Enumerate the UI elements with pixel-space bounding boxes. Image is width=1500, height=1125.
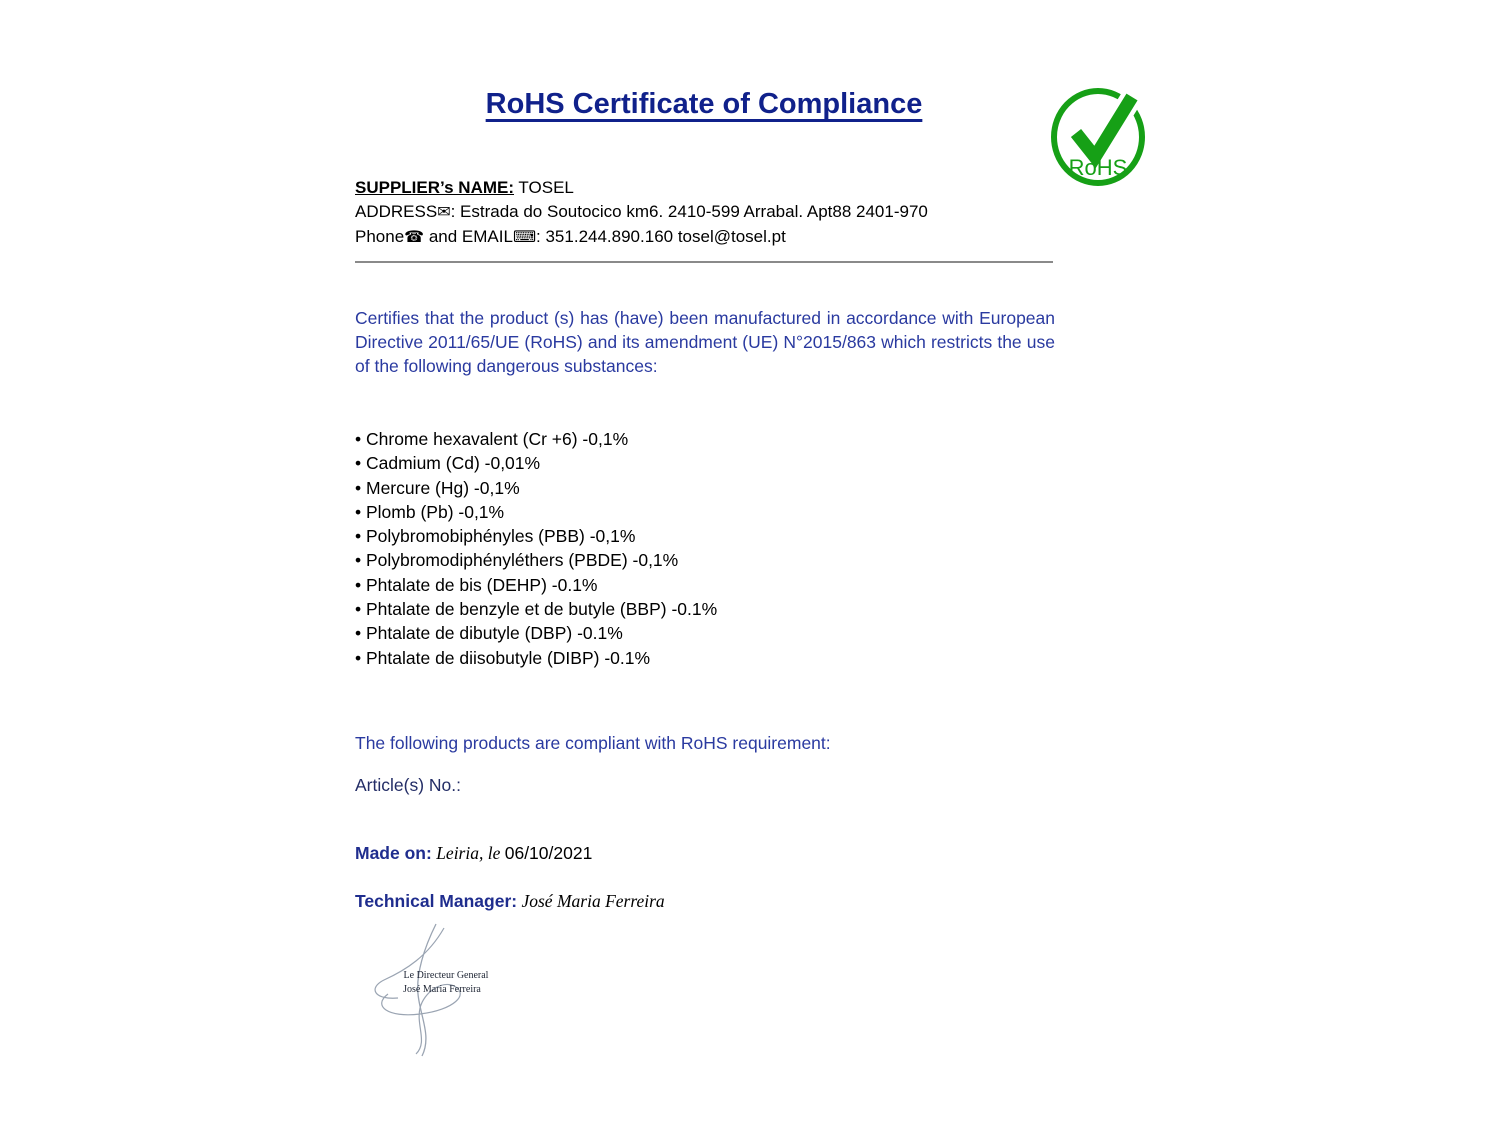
- phone-label: Phone: [355, 227, 405, 246]
- certification-statement: Certifies that the product (s) has (have) been manufactured in accordance with European Directive 2011/65/UE (RoHS) and its amendment (UE) N°2015/863 which restricts the use of the following dangerous substances:: [355, 308, 1055, 376]
- supplier-name-line: [355, 176, 1055, 200]
- supplier-contact-line: [355, 225, 1055, 250]
- phone-icon: ☎: [404, 229, 425, 246]
- technical-manager-label: Technical Manager:: [355, 891, 518, 911]
- supplier-block: [355, 176, 1055, 250]
- technical-manager-line: [355, 891, 1055, 912]
- list-item: • Phtalate de bis (DEHP) -0.1%: [355, 573, 1055, 597]
- list-item: • Plomb (Pb) -0,1%: [355, 500, 1055, 524]
- signature-title-text: Le Directeur General: [403, 970, 489, 981]
- list-item: • Polybromodiphényléthers (PBDE) -0,1%: [355, 548, 1055, 572]
- rohs-logo: [1050, 83, 1150, 187]
- rohs-logo-graphic: [1050, 83, 1150, 187]
- list-item: • Chrome hexavalent (Cr +6) -0,1%: [355, 427, 1055, 451]
- horizontal-divider: [355, 261, 1053, 263]
- list-item: • Phtalate de diisobutyle (DIBP) -0.1%: [355, 646, 1055, 670]
- address-value: : Estrada do Soutocico km6. 2410-599 Arrabal. Apt88 2401-970: [450, 202, 928, 221]
- signature-graphic: [358, 922, 528, 1062]
- articles-label: Article(s) No.:: [355, 775, 461, 795]
- list-item: • Polybromobiphényles (PBB) -0,1%: [355, 524, 1055, 548]
- list-item: • Phtalate de benzyle et de butyle (BBP) -0.1%: [355, 597, 1055, 621]
- technical-manager-name: José Maria Ferreira: [517, 891, 665, 911]
- made-on-label: Made on:: [355, 843, 432, 863]
- list-item: • Mercure (Hg) -0,1%: [355, 476, 1055, 500]
- compliant-products-line: The following products are compliant with RoHS requirement:: [355, 733, 831, 753]
- made-on-line: [355, 843, 1055, 864]
- supplier-name-label: SUPPLIER’s NAME:: [355, 178, 515, 197]
- signature-block: [358, 922, 528, 1062]
- logo-text: RoHS: [1068, 155, 1128, 180]
- computer-icon: ⌨: [512, 229, 537, 246]
- made-on-date: 06/10/2021: [504, 843, 593, 863]
- list-item: • Phtalate de dibutyle (DBP) -0.1%: [355, 621, 1055, 645]
- supplier-name-value: TOSEL: [514, 178, 574, 197]
- phone-email-value: : 351.244.890.160 tosel@tosel.pt: [536, 227, 786, 246]
- envelope-icon: ✉: [437, 204, 451, 221]
- list-item: • Cadmium (Cd) -0,01%: [355, 451, 1055, 475]
- document-title: RoHS Certificate of Compliance: [485, 88, 923, 120]
- signature-name-text: José Maria Ferreira: [403, 984, 481, 995]
- substances-list: [355, 427, 1055, 670]
- address-label: ADDRESS: [355, 202, 438, 221]
- made-on-place: Leiria, le: [431, 843, 505, 863]
- email-label: and EMAIL: [424, 227, 513, 246]
- supplier-address-line: [355, 200, 1055, 225]
